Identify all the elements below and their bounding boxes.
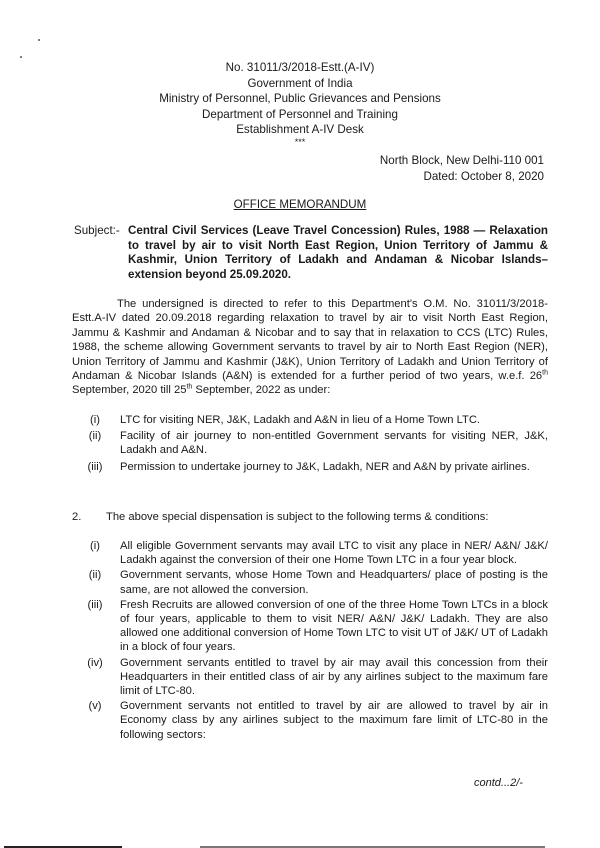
paragraph-number: 2. (72, 511, 82, 523)
list-item-number: (v) (88, 700, 102, 713)
ministry-name: Ministry of Personnel, Public Grievances and Pensions (159, 92, 441, 105)
list-item-number: (iii) (87, 460, 103, 473)
list-item-number: (i) (90, 540, 100, 552)
document-date: Dated: October 8, 2020 (423, 169, 544, 183)
conditions-list (82, 539, 548, 743)
government-name: Government of India (247, 76, 353, 90)
list-item (82, 539, 548, 567)
paragraph-1-text: September, 2020 till 25 (72, 384, 187, 397)
list-item-text: LTC for visiting NER, J&K, Ladakh and A&N in lieu of a Home Town LTC. (120, 414, 481, 426)
scan-speck (38, 39, 40, 41)
list-item-text: Government servants, whose Home Town and Headquarters/ place of posting is the same, are not allowed the conversion. (120, 569, 548, 596)
subject-text: Central Civil Services (Leave Travel Concession) Rules, 1988 — Relaxation to travel by air to visit North East Region, Union Territory of Jammu & Kashmir, Union Territory of Ladakh and Andaman & Nicobar Islands– extension beyond 25.09.2020. (128, 224, 548, 281)
list-item-text: Facility of air journey to non-entitled Government servants for visiting NER, J&K, Ladakh and A&N. (120, 430, 548, 457)
list-item-number: (ii) (88, 430, 102, 443)
document-title (0, 198, 600, 212)
department-name: Department of Personnel and Training (202, 107, 398, 121)
list-item (72, 460, 548, 474)
ordinal-suffix: th (542, 369, 548, 377)
address-block (380, 153, 544, 184)
list-item-number: (i) (90, 414, 100, 426)
document-header (0, 60, 600, 146)
paragraph-2-text: The above special dispensation is subject to the following terms & conditions: (106, 511, 489, 523)
separator-stars: *** (294, 136, 306, 147)
list-item-text: Fresh Recruits are allowed conversion of one of the three Home Town LTCs in a block of four years, applicable to them to visit NER/ A&N/ J&K/ Ladakh. They are also allowed one additional conversion of Home Town LTC to visit UT of J&K/ UT of Ladakh in a block of four years. (120, 598, 548, 654)
list-item (82, 568, 548, 596)
list-item-text: Government servants not entitled to travel by air are allowed to travel by air in Economy class by any airlines subject to the maximum fare limit of LTC-80 in the following sectors: (120, 700, 548, 741)
scheme-list (72, 413, 548, 476)
list-item (82, 598, 548, 655)
list-item-number: (iii) (87, 598, 103, 611)
office-memorandum-heading: OFFICE MEMORANDUM (233, 198, 367, 211)
subject-label: Subject:- (74, 224, 120, 237)
address-location: North Block, New Delhi-110 001 (379, 154, 544, 167)
list-item (82, 656, 548, 699)
paragraph-2 (72, 510, 548, 524)
paragraph-1 (72, 297, 548, 398)
scan-speck (20, 56, 22, 58)
list-item-text: Government servants entitled to travel by air may avail this concession from their Headquarters in their entitled class of air by any airlines subject to the maximum fare limit of LTC-80. (120, 656, 548, 698)
paragraph-1-text: The undersigned is directed to refer to this Department's O.M. No. 31011/3/2018-Estt.A-IV dated 20.09.2018 regarding relaxation to travel by air to visit North East Region, Jammu & Kashmir and Andaman & Nicobar and to say that in relaxation to CCS (LTC) Rules, 1988, the scheme allowing Government servants to travel by air to North East Region (NER), Union Territory of Jammu and Kashmir (J&K), Union Territory of Ladakh and Union Territory of Andaman & Nicobar Islands (A&N) is extended for a further period of two years, w.e.f. 26 (72, 298, 548, 383)
list-item-number: (ii) (88, 569, 102, 582)
list-item-number: (iv) (87, 656, 103, 669)
subject-block (74, 224, 548, 282)
list-item-text: All eligible Government servants may avail LTC to visit any place in NER/ A&N/ J&K/ Ladakh against the conversion of their one Home Town LTC in a four year block. (120, 540, 548, 567)
list-item-text: Permission to undertake journey to J&K, Ladakh, NER and A&N by private airlines. (120, 460, 530, 473)
continuation-note: contd...2/- (474, 777, 523, 789)
file-number: No. 31011/3/2018-Estt.(A-IV) (225, 61, 375, 74)
list-item (82, 699, 548, 742)
ordinal-suffix: th (186, 383, 193, 391)
list-item (72, 429, 548, 457)
paragraph-1-text: September, 2022 as under: (192, 384, 331, 397)
list-item (72, 413, 548, 427)
desk-name: Establishment A-IV Desk (236, 123, 364, 136)
